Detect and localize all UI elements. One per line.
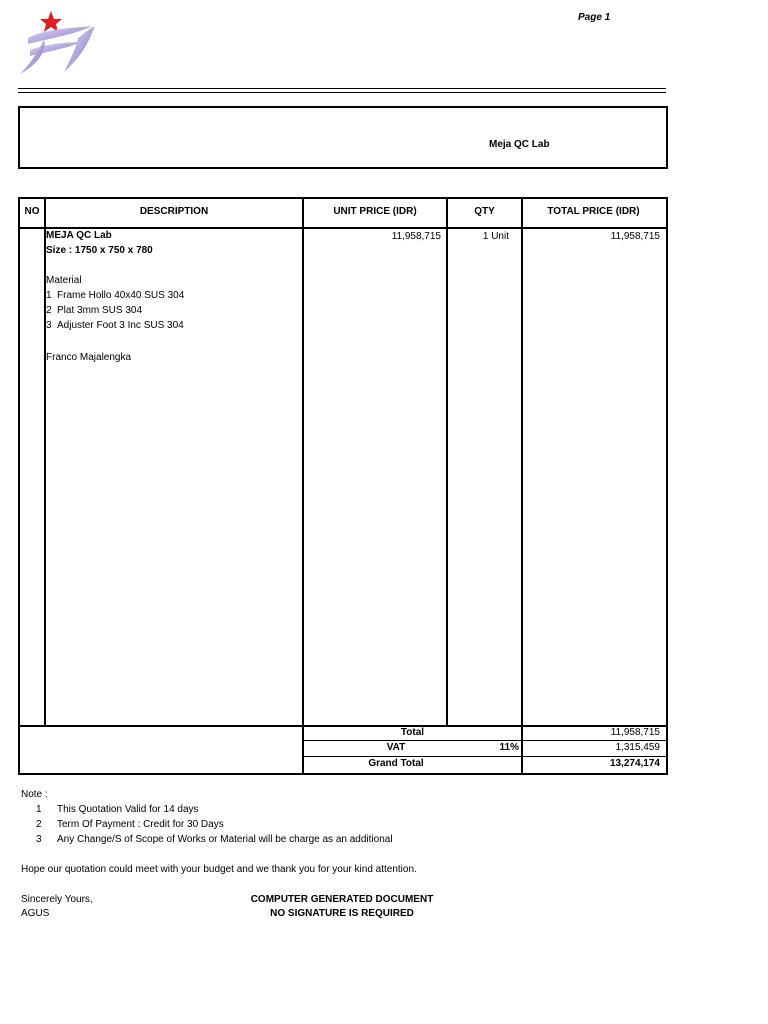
signer-name: AGUS (21, 908, 50, 919)
note-no: 1 (36, 804, 42, 815)
closing-text: Hope our quotation could meet with your budget and we thank you for your kind attention. (21, 864, 417, 875)
total-label: Total (400, 727, 425, 738)
note-no: 2 (36, 819, 42, 830)
star-icon (40, 11, 62, 32)
summary-divider (303, 756, 666, 757)
summary-divider (303, 740, 666, 741)
item-name: MEJA QC Lab (46, 230, 112, 241)
item-size: Size : 1750 x 750 x 780 (46, 245, 153, 256)
vat-value: 1,315,459 (615, 742, 660, 753)
column-divider (521, 197, 523, 773)
note-label: Note : (21, 789, 48, 800)
note-item: Term Of Payment : Credit for 30 Days (57, 819, 224, 830)
signoff-text: Sincerely Yours, (21, 894, 93, 905)
header-unit-price: UNIT PRICE (IDR) (333, 206, 417, 217)
total-value: 11,958,715 (610, 727, 660, 738)
company-logo (16, 10, 98, 78)
header-qty: QTY (474, 206, 495, 217)
material-item: Plat 3mm SUS 304 (57, 305, 143, 316)
material-no: 2 (46, 305, 52, 316)
material-no: 1 (46, 290, 52, 301)
unit-price-value: 11,958,715 (391, 231, 441, 242)
column-divider (302, 197, 304, 773)
note-item: Any Change/S of Scope of Works or Material will be charge as an additional (57, 834, 393, 845)
material-item: Adjuster Foot 3 Inc SUS 304 (57, 320, 184, 331)
generated-notice: COMPUTER GENERATED DOCUMENT (250, 894, 434, 905)
material-item: Frame Hollo 40x40 SUS 304 (57, 290, 185, 301)
note-no: 3 (36, 834, 42, 845)
quotation-table (18, 197, 668, 775)
header-description: DESCRIPTION (139, 206, 209, 217)
header-total-price: TOTAL PRICE (IDR) (547, 206, 640, 217)
header-divider (18, 92, 666, 93)
vat-rate: 11% (499, 742, 519, 753)
qty-value: 1 Unit (482, 231, 509, 242)
table-header-divider (18, 227, 666, 229)
total-price-value: 11,958,715 (610, 231, 660, 242)
note-item: This Quotation Valid for 14 days (57, 804, 199, 815)
signature-notice: NO SIGNATURE IS REQUIRED (270, 908, 414, 919)
material-no: 3 (46, 320, 52, 331)
document-title: Meja QC Lab (489, 139, 550, 150)
column-divider (446, 197, 448, 727)
page-number: Page 1 (578, 12, 611, 23)
franco-text: Franco Majalengka (46, 352, 132, 363)
material-label: Material (46, 275, 82, 286)
grand-total-value: 13,274,174 (609, 758, 660, 769)
grand-total-label: Grand Total (368, 758, 424, 769)
header-no: NO (24, 206, 40, 217)
header-divider (18, 88, 666, 89)
title-box (18, 106, 668, 169)
vat-label: VAT (386, 742, 406, 753)
